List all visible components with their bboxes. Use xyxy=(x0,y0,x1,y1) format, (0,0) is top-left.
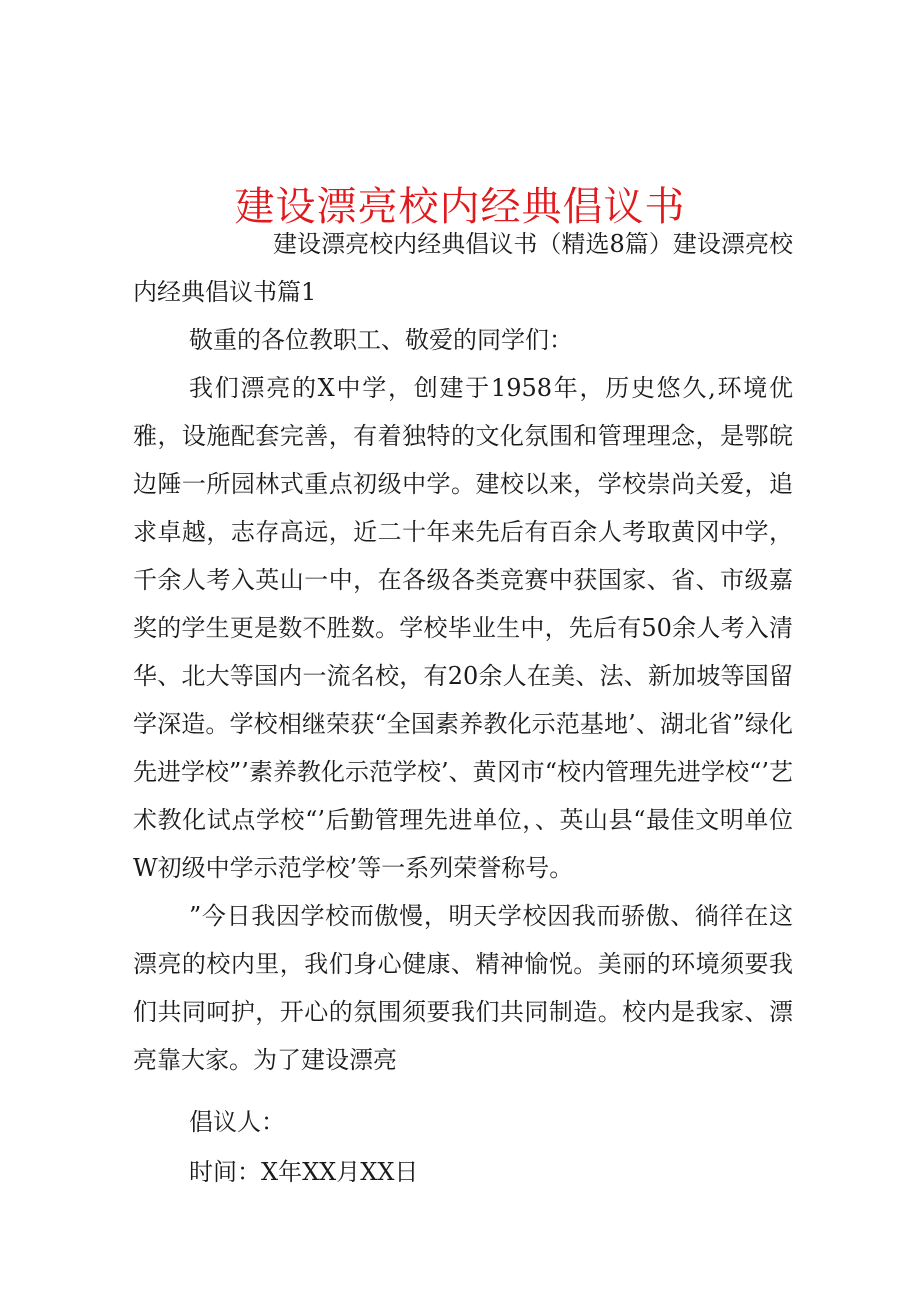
salutation: 敬重的各位教职工、敬爱的同学们： xyxy=(189,326,573,354)
intro-line: 建设漂亮校内经典倡议书（精选8篇）建设漂亮校内经典倡议书篇1 xyxy=(133,230,793,306)
signature-label: 倡议人： xyxy=(189,1108,285,1136)
document-body xyxy=(133,220,793,1196)
paragraph-call-to-action: ”今日我因学校而傲慢，明天学校因我而骄傲、徜徉在这漂亮的校内里，我们身心健康、精神愉悦。美丽的环境须要我们共同呵护，开心的氛围须要我们共同制造。校内是我家、漂亮靠大家。为了建设漂亮 xyxy=(133,902,793,1074)
document-title: 建设漂亮校内经典倡议书 xyxy=(234,183,686,230)
paragraph-history: 我们漂亮的X中学，创建于1958年，历史悠久,环境优雅，设施配套完善，有着独特的文化氛围和管理理念，是鄂皖边陲一所园林式重点初级中学。建校以来，学校崇尚关爱，追求卓越，志存高远，近二十年来先后有百余人考取黄冈中学，千余人考入英山一中，在各级各类竞赛中获国家、省、市级嘉奖的学生更是数不胜数。学校毕业生中，先后有50余人考入清华、北大等国内一流名校，有20余人在美、法、新加坡等国留学深造。学校相继荣获“全国素养教化示范基地’、湖北省”绿化先进学校”’素养教化示范学校’、黄冈市“校内管理先进学校“’艺术教化试点学校“’后勤管理先进单位，、英山县“最佳文明单位W初级中学示范学校’等一系列荣誉称号。 xyxy=(133,374,793,882)
date-line: 时间：X年XX月XX日 xyxy=(189,1158,419,1186)
